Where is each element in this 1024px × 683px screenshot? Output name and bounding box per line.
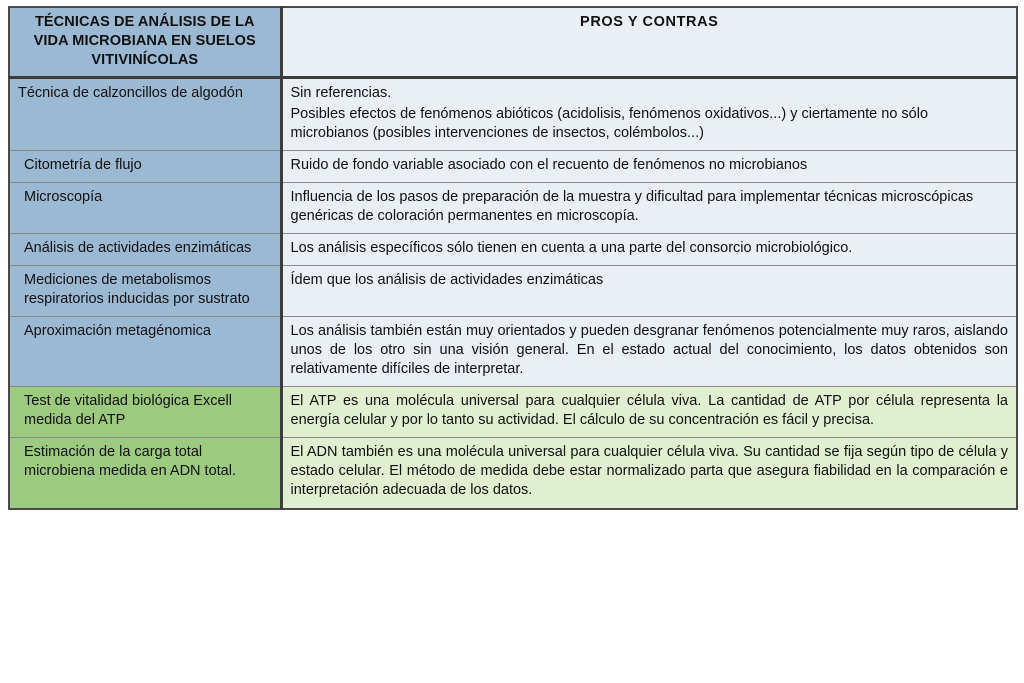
description-line: El ADN también es una molécula universal para cualquier célula viva. Su cantidad se fija según tipo de célula y estado celular. El método de medida debe estar normalizado parta que asegura fiabilidad en la comparación e interpretación adecuada de los datos. xyxy=(290,444,1008,499)
table-row xyxy=(9,234,1017,266)
header-cell-pros-contras: PROS Y CONTRAS xyxy=(281,7,1017,78)
technique-label: Mediciones de metabolismos respiratorios inducidas por sustrato xyxy=(9,266,281,316)
description-line: Sin referencias. xyxy=(290,85,392,102)
table-header-row xyxy=(9,7,1017,78)
table-row-highlighted xyxy=(9,386,1017,437)
technique-description xyxy=(281,182,1017,233)
table-row xyxy=(9,150,1017,182)
technique-label: Citometría de flujo xyxy=(9,150,281,182)
description-line: Los análisis específicos sólo tienen en cuenta a una parte del consorcio microbiológico. xyxy=(290,240,853,257)
description-line: Los análisis también están muy orientados y pueden desgranar fenómenos potencialmente muy raros, aislando unos de los otro sin una visión general. En el estado actual del conocimiento, los datos obtenidos son relativamente difíciles de interpretar. xyxy=(290,322,1008,377)
technique-label: Aproximación metagénomica xyxy=(9,316,281,386)
technique-description xyxy=(281,316,1017,386)
technique-label: Test de vitalidad biológica Excell medida del ATP xyxy=(9,386,281,437)
table-body xyxy=(9,7,1017,509)
technique-description xyxy=(281,78,1017,150)
technique-label: Técnica de calzoncillos de algodón xyxy=(9,78,281,150)
technique-description xyxy=(281,386,1017,437)
technique-description xyxy=(281,438,1017,509)
table-row xyxy=(9,182,1017,233)
technique-label: Análisis de actividades enzimáticas xyxy=(9,234,281,266)
table-row xyxy=(9,266,1017,316)
technique-label: Estimación de la carga total microbiena medida en ADN total. xyxy=(9,438,281,509)
description-line: El ATP es una molécula universal para cualquier célula viva. La cantidad de ATP por célula representa la energía celular y por lo tanto su actividad. El cálculo de su concentración es fácil y precisa. xyxy=(290,392,1008,428)
techniques-table xyxy=(8,6,1018,510)
table-row xyxy=(9,78,1017,150)
description-line: Ídem que los análisis de actividades enzimáticas xyxy=(290,272,604,289)
header-cell-techniques: TÉCNICAS DE ANÁLISIS DE LA VIDA MICROBIANA EN SUELOS VITIVINÍCOLAS xyxy=(9,7,281,78)
table-row xyxy=(9,316,1017,386)
technique-description xyxy=(281,150,1017,182)
description-line: Ruido de fondo variable asociado con el recuento de fenómenos no microbianos xyxy=(290,156,808,173)
table-row-highlighted xyxy=(9,438,1017,509)
description-line: Influencia de los pasos de preparación de la muestra y dificultad para implementar técnicas microscópicas genéricas de coloración permanentes en microscopía. xyxy=(290,188,974,224)
description-line: Posibles efectos de fenómenos abióticos (acidolisis, fenómenos oxidativos...) y ciertamente no sólo microbianos (posibles intervenciones de insectos, colémbolos...) xyxy=(290,105,929,141)
technique-description xyxy=(281,234,1017,266)
technique-label: Microscopía xyxy=(9,182,281,233)
technique-description xyxy=(281,266,1017,316)
